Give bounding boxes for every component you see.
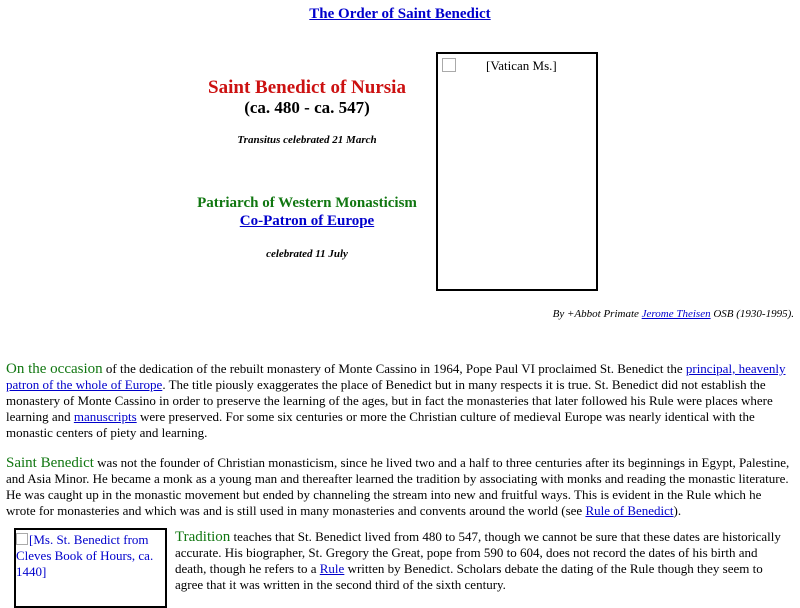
paragraph-lead: Saint Benedict xyxy=(6,455,94,471)
vatican-ms-image xyxy=(436,52,598,291)
manuscripts-link[interactable]: manuscripts xyxy=(73,409,137,424)
page-title: Saint Benedict of Nursia xyxy=(208,77,406,98)
paragraph-text: . The title piously exaggerates the place of Benedict but in many respects it is true. St. Benedict did not establish the monastery of Monte Cassino in order to preserve the learning of the ages, but in fact the monasteries that later followed his Rule were places where learning and xyxy=(6,377,773,424)
byline-prefix: By +Abbot Primate xyxy=(552,308,642,320)
paragraph-occasion xyxy=(6,361,792,441)
co-patron-of-europe-link[interactable]: Co-Patron of Europe xyxy=(239,213,375,229)
transitus-note: Transitus celebrated 21 March xyxy=(237,134,377,146)
patriarch-heading: Patriarch of Western Monasticism xyxy=(197,195,417,211)
rule-of-benedict-link[interactable]: Rule of Benedict xyxy=(585,503,674,518)
life-dates: (ca. 480 - ca. 547) xyxy=(244,98,370,117)
paragraph-lead: On the occasion xyxy=(6,361,103,377)
byline-suffix: OSB (1930-1995). xyxy=(710,308,794,320)
paragraph-saint-benedict xyxy=(6,455,792,519)
paragraph-tradition xyxy=(175,529,792,593)
broken-image-icon xyxy=(442,58,456,72)
paragraph-text: of the dedication of the rebuilt monastery of Monte Cassino in 1964, Pope Paul VI proclaimed St. Benedict the xyxy=(102,361,686,376)
order-of-saint-benedict-link[interactable]: The Order of Saint Benedict xyxy=(309,6,491,22)
vatican-ms-alt-text: [Vatican Ms.] xyxy=(486,58,557,73)
feast-day-note: celebrated 11 July xyxy=(266,248,348,260)
author-link[interactable]: Jerome Theisen xyxy=(641,308,711,320)
patron-of-europe-link[interactable]: principal, heavenly patron of the whole of Europe xyxy=(6,361,786,392)
cleves-book-of-hours-image[interactable] xyxy=(14,528,167,608)
paragraph-text: was not the founder of Christian monasticism, since he lived two and a half to three centuries after its beginnings in Egypt, Palestine, and Asia Minor. He became a monk as a young man and thereafter learned the tradition by associating with monks and reading the monastic literature. He was caught up in the monastic movement but ended by channeling the stream into new and fruitful ways. This is evident in the Rule which he wrote for monasteries and which was and is still used in many monasteries and convents around the world (see xyxy=(6,455,790,518)
paragraph-lead: Tradition xyxy=(175,529,231,545)
cleves-image-alt-text: [Ms. St. Benedict from Cleves Book of Hours, ca. 1440] xyxy=(16,532,154,579)
rule-link[interactable]: Rule xyxy=(319,561,345,576)
paragraph-text: teaches that St. Benedict lived from 480 to 547, though we cannot be sure that these dates are historically accurate. His biographer, St. Gregory the Great, pope from 590 to 604, does not record the dates of his birth and death, though he refers to a xyxy=(175,529,781,576)
broken-image-icon xyxy=(16,533,28,545)
byline xyxy=(553,308,794,320)
paragraph-text: were preserved. For some six centuries or more the Christian culture of medieval Europe was nearly identical with the monastic centers of piety and learning. xyxy=(6,409,755,440)
paragraph-text: written by Benedict. Scholars debate the dating of the Rule though they seem to agree that it was written in the second third of the sixth century. xyxy=(175,561,763,592)
paragraph-text: ). xyxy=(673,503,682,518)
